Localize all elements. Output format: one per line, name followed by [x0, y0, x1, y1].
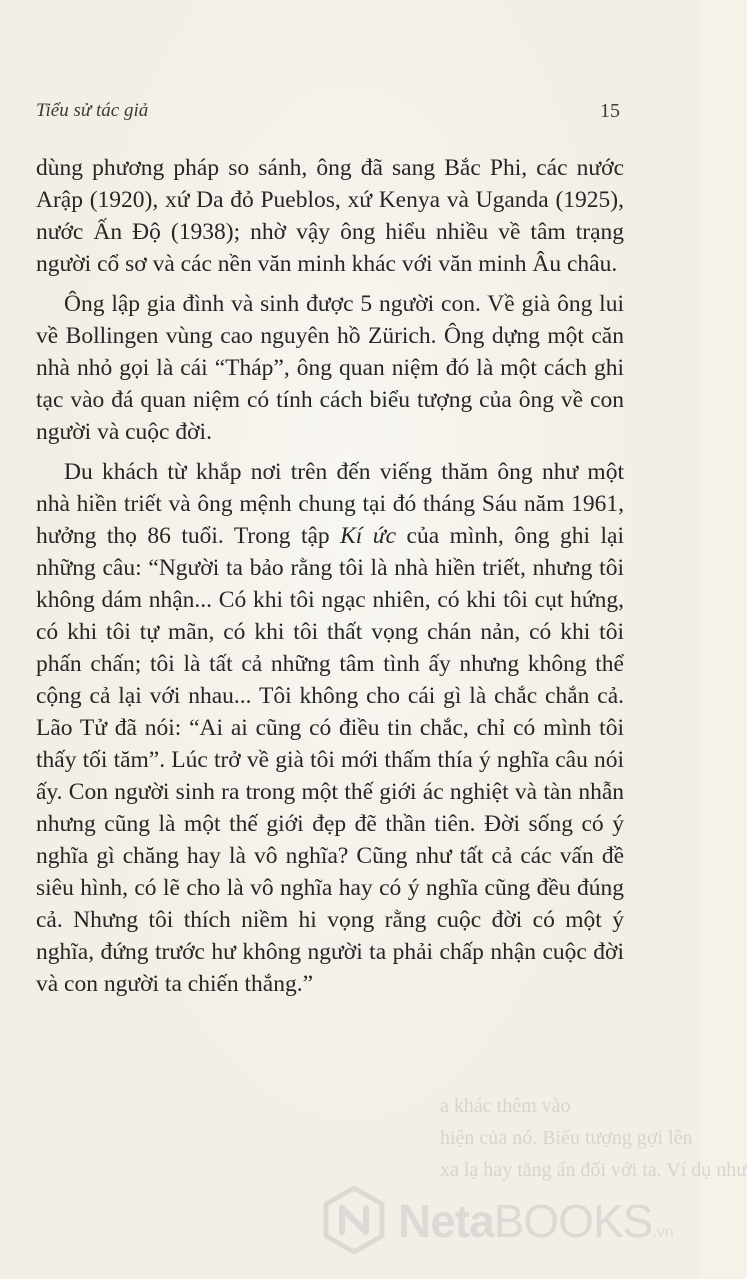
watermark-neta: Neta	[398, 1195, 494, 1247]
watermark-vn: .vn	[652, 1224, 674, 1241]
page-number: 15	[600, 100, 620, 122]
paragraph-3	[36, 456, 624, 1000]
paragraph-2: Ông lập gia đình và sinh được 5 người con. Về già ông lui về Bollingen vùng cao nguyên hồ Zürich. Ông dựng một căn nhà nhỏ gọi là cái “Tháp”, ông quan niệm đó là một cách ghi tạc vào đá quan niệm có tính cách biểu tượng của ông về con người và cuộc đời.	[36, 291, 624, 445]
bleed-through-text	[440, 1090, 747, 1186]
watermark-books: BOOKS	[493, 1195, 653, 1247]
watermark-text	[398, 1194, 674, 1248]
paragraph-3-before: Du khách từ khắp nơi trên đến viếng thăm ông như một nhà hiền triết và ông mệnh chung tại đó tháng Sáu năm 1961, hưởng thọ 86 tuổi. Trong tập	[36, 459, 624, 549]
bleed-line: hiện của nó. Biểu tượng gợi lên	[440, 1127, 693, 1149]
bleed-line: xa lạ hay tăng ẩn đối với ta. Ví dụ như	[440, 1159, 747, 1181]
paragraph-1: dùng phương pháp so sánh, ông đã sang Bắc Phi, các nước Arập (1920), xứ Da đỏ Pueblos, xứ Kenya và Uganda (1925), nước Ấn Độ (1938); nhờ vậy ông hiểu nhiều về tâm trạng người cổ sơ và các nền văn minh khác với văn minh Âu châu.	[36, 155, 624, 277]
body-text	[36, 152, 624, 1008]
netabooks-n-logo-icon	[318, 1184, 390, 1256]
running-head-title: Tiểu sử tác giả	[36, 100, 149, 121]
netabooks-watermark	[318, 1180, 698, 1262]
book-title-italic: Kí ức	[340, 523, 397, 549]
running-head	[36, 100, 620, 130]
bleed-line: a khác thêm vào	[440, 1095, 571, 1117]
paragraph-3-after: của mình, ông ghi lại những câu: “Người ta bảo rằng tôi là nhà hiền triết, nhưng tôi không dám nhận... Có khi tôi ngạc nhiên, có khi tôi cụt hứng, có khi tôi tự mãn, có khi tôi thất vọng chán nản, có khi tôi phấn chấn; tôi là tất cả những tâm tình ấy nhưng không thể cộng cả lại với nhau... Tôi không cho cái gì là chắc chắn cả. Lão Tử đã nói: “Ai ai cũng có điều tin chắc, chỉ có mình tôi thấy tối tăm”. Lúc trở về già tôi mới thấm thía ý nghĩa câu nói ấy. Con người sinh ra trong một thế giới ác nghiệt và tàn nhẫn nhưng cũng là một thế giới đẹp đẽ thần tiên. Đời sống có ý nghĩa gì chăng hay là vô nghĩa? Cũng như tất cả các vấn đề siêu hình, có lẽ cho là vô nghĩa hay có ý nghĩa cũng đều đúng cả. Nhưng tôi thích niềm hi vọng rằng cuộc đời có một ý nghĩa, đứng trước hư không người ta phải chấp nhận cuộc đời và con người ta chiến thắng.”	[36, 523, 625, 997]
